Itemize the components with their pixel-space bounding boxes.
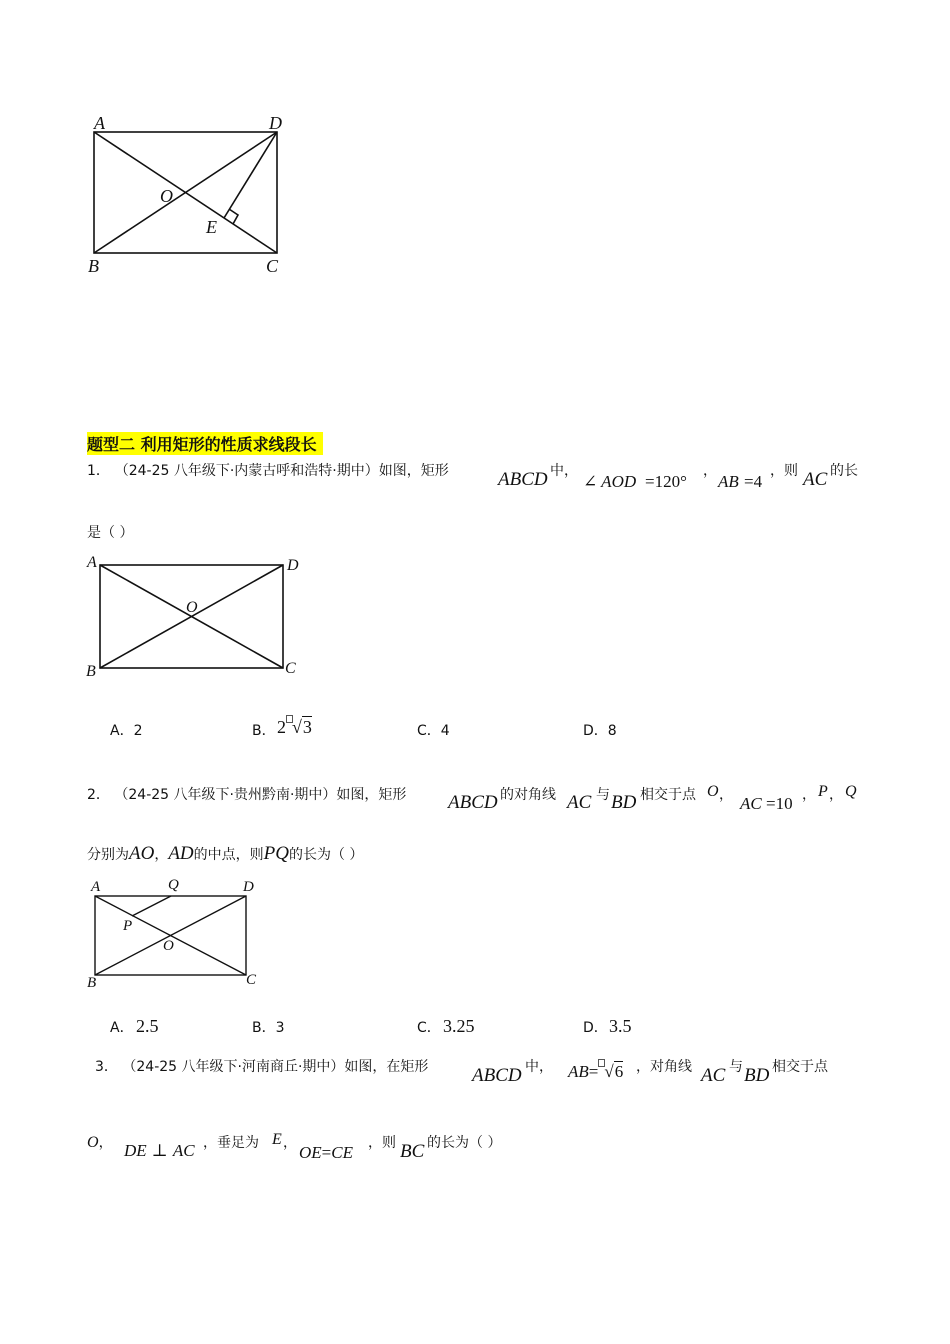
q3-ce: CE xyxy=(331,1143,353,1162)
fig1-label-c: C xyxy=(266,256,279,276)
q3-text-zhong: 中， xyxy=(525,1059,553,1075)
q1-fig-label-d: D xyxy=(287,557,299,574)
q1-fig-label-b: B xyxy=(86,663,96,680)
q1-text-ze: ，则 xyxy=(770,463,798,479)
q2-line2-c: 的中点，则 xyxy=(193,847,264,863)
q2-fig-label-b: B xyxy=(87,975,97,991)
q2-bd: BD xyxy=(611,792,637,813)
q2-fig-label-d: D xyxy=(243,879,254,895)
q1-fig-label-o: O xyxy=(186,599,198,616)
q2-ad: AD xyxy=(168,843,194,864)
q2-ac: AC xyxy=(567,792,592,813)
q1-ab-value: =4 xyxy=(744,472,763,491)
q1-option-c-label: C． xyxy=(417,723,441,739)
q3-de-perp xyxy=(124,1141,195,1161)
q1-option-a-value: 2 xyxy=(133,723,143,739)
q1-number: 1． xyxy=(87,463,110,479)
q1-option-d-label: D． xyxy=(583,723,608,739)
q3-text-diag: ，对角线 xyxy=(636,1059,692,1075)
q3-text-comma2: ， xyxy=(283,1135,297,1151)
q3-ab-eq: = xyxy=(588,1062,599,1081)
fig1-label-e: E xyxy=(206,217,217,237)
q3-ab: AB xyxy=(568,1062,589,1081)
q2-rect: ABCD xyxy=(448,792,498,813)
q1-ab: AB xyxy=(718,472,739,491)
q1-option-b-value xyxy=(277,717,312,738)
placeholder-box-icon xyxy=(598,1059,605,1067)
q1-line1 xyxy=(87,460,449,480)
q2-fig-label-a: A xyxy=(91,879,101,895)
q3-oe-ce xyxy=(299,1143,353,1163)
radical-icon: √ xyxy=(292,717,302,737)
q2-fig-label-c: C xyxy=(246,972,257,988)
q1-option-d-value: 8 xyxy=(607,723,617,739)
q1-fig-label-c: C xyxy=(285,660,296,677)
q2-line2-b: ， xyxy=(154,847,169,863)
q3-oe: OE xyxy=(299,1143,322,1162)
q2-segment-pq xyxy=(132,896,171,916)
q3-e: E xyxy=(272,1131,282,1148)
q2-option-c-value: 3.25 xyxy=(443,1016,475,1036)
perpendicular-icon: ⊥ xyxy=(151,1141,168,1160)
q3-o: O xyxy=(87,1134,99,1151)
q2-option-b[interactable] xyxy=(252,1017,285,1037)
q2-option-d-label: D． xyxy=(583,1020,608,1036)
q2-text-comma3: ， xyxy=(829,787,843,803)
q1-ac: AC xyxy=(803,469,828,490)
q3-ab-equation xyxy=(568,1062,623,1082)
q2-line2-a: 分别为 xyxy=(87,847,129,863)
q2-number: 2． xyxy=(87,787,110,803)
segment-de xyxy=(224,132,277,218)
q2-ac2: AC xyxy=(740,794,762,813)
q2-text-yu: 与 xyxy=(596,787,610,803)
q3-source: （24-25 八年级下·河南商丘·期中）如图，在矩形 xyxy=(122,1059,429,1075)
q2-option-a-label: A． xyxy=(110,1020,134,1036)
q1-fig-label-a: A xyxy=(87,554,97,571)
q2-source: （24-25 八年级下·贵州黔南·期中）如图，矩形 xyxy=(114,787,407,803)
q1-option-b-label: B． xyxy=(252,723,276,739)
q1-option-b-coef: 2 xyxy=(277,717,286,737)
q1-option-c-value: 4 xyxy=(440,723,450,739)
q3-ab-radicand: 6 xyxy=(614,1062,624,1081)
q1-option-a-label: A． xyxy=(110,723,134,739)
q3-de: DE xyxy=(124,1141,147,1160)
q2-option-d-value: 3.5 xyxy=(609,1016,632,1036)
q3-line2 xyxy=(87,1132,113,1152)
q1-figure xyxy=(82,550,312,685)
q2-ac2-value: =10 xyxy=(766,794,793,813)
q2-text-comma: ， xyxy=(719,787,733,803)
q1-option-b[interactable] xyxy=(252,720,276,740)
q1-angle: ∠ AOD xyxy=(583,472,637,491)
q2-q: Q xyxy=(845,783,857,800)
q2-fig-label-o: O xyxy=(163,938,174,954)
q2-option-a-value: 2.5 xyxy=(136,1016,159,1036)
radical-icon: √ xyxy=(604,1062,614,1081)
q3-text-yu: 与 xyxy=(729,1059,743,1075)
q1-source: （24-25 八年级下·内蒙古呼和浩特·期中）如图，矩形 xyxy=(114,463,449,479)
q3-oe-eq: = xyxy=(321,1143,332,1162)
q2-p: P xyxy=(818,783,828,800)
q2-option-c-label: C． xyxy=(417,1020,441,1036)
q3-number: 3． xyxy=(95,1059,118,1075)
fig1-label-d: D xyxy=(269,113,282,133)
q1-option-b-radicand: 3 xyxy=(302,717,312,737)
q2-text-comma2: ， xyxy=(802,787,816,803)
q2-line1 xyxy=(87,784,406,804)
q2-option-c[interactable] xyxy=(417,1017,441,1037)
fig1-label-a: A xyxy=(94,113,105,133)
q2-fig-label-q: Q xyxy=(168,877,179,893)
q3-ac: AC xyxy=(701,1065,726,1086)
q3-rect: ABCD xyxy=(472,1065,522,1086)
q2-option-b-value: 3 xyxy=(275,1020,285,1036)
q3-bc: BC xyxy=(400,1141,425,1162)
q2-line2 xyxy=(87,843,363,865)
placeholder-box-icon xyxy=(286,715,293,723)
q2-o: O xyxy=(707,783,719,800)
q1-text-comma1: ， xyxy=(703,463,717,479)
figure-rectangle-de-perp-ac xyxy=(80,110,310,280)
q2-pq: PQ xyxy=(263,843,289,864)
q1-text-dechang: 的长 xyxy=(830,463,858,479)
q1-rect: ABCD xyxy=(498,469,548,490)
fig1-label-o: O xyxy=(160,186,173,206)
q2-option-d[interactable] xyxy=(583,1017,608,1037)
section-title: 题型二 利用矩形的性质求线段长 xyxy=(87,432,323,455)
q2-text-diag: 的对角线 xyxy=(500,787,556,803)
q1-angle-value: =120° xyxy=(645,472,687,491)
q2-line2-d: 的长为（ ） xyxy=(288,847,364,863)
q1-option-d[interactable] xyxy=(583,720,617,740)
q2-option-a[interactable] xyxy=(110,1017,134,1037)
q3-text-chuizu: ，垂足为 xyxy=(203,1135,259,1151)
q2-option-b-label: B． xyxy=(252,1020,276,1036)
q1-line2: 是（ ） xyxy=(87,525,134,541)
q3-text-comma: ， xyxy=(98,1135,113,1151)
q3-ac2: AC xyxy=(172,1141,195,1160)
fig1-label-b: B xyxy=(88,256,99,276)
q1-option-c[interactable] xyxy=(417,720,450,740)
q1-option-a[interactable] xyxy=(110,720,143,740)
q3-line1 xyxy=(95,1056,428,1076)
q3-text-xiangjiao: 相交于点 xyxy=(772,1059,828,1075)
q3-bd: BD xyxy=(744,1065,770,1086)
q1-text-zhong: 中， xyxy=(550,463,578,479)
q3-text-ze: ，则 xyxy=(368,1135,396,1151)
q2-fig-label-p: P xyxy=(123,918,133,934)
q2-figure xyxy=(83,874,268,994)
q2-text-xiangjiao: 相交于点 xyxy=(640,787,696,803)
q2-ao: AO xyxy=(129,843,155,864)
q3-text-dechang: 的长为（ ） xyxy=(427,1135,502,1151)
